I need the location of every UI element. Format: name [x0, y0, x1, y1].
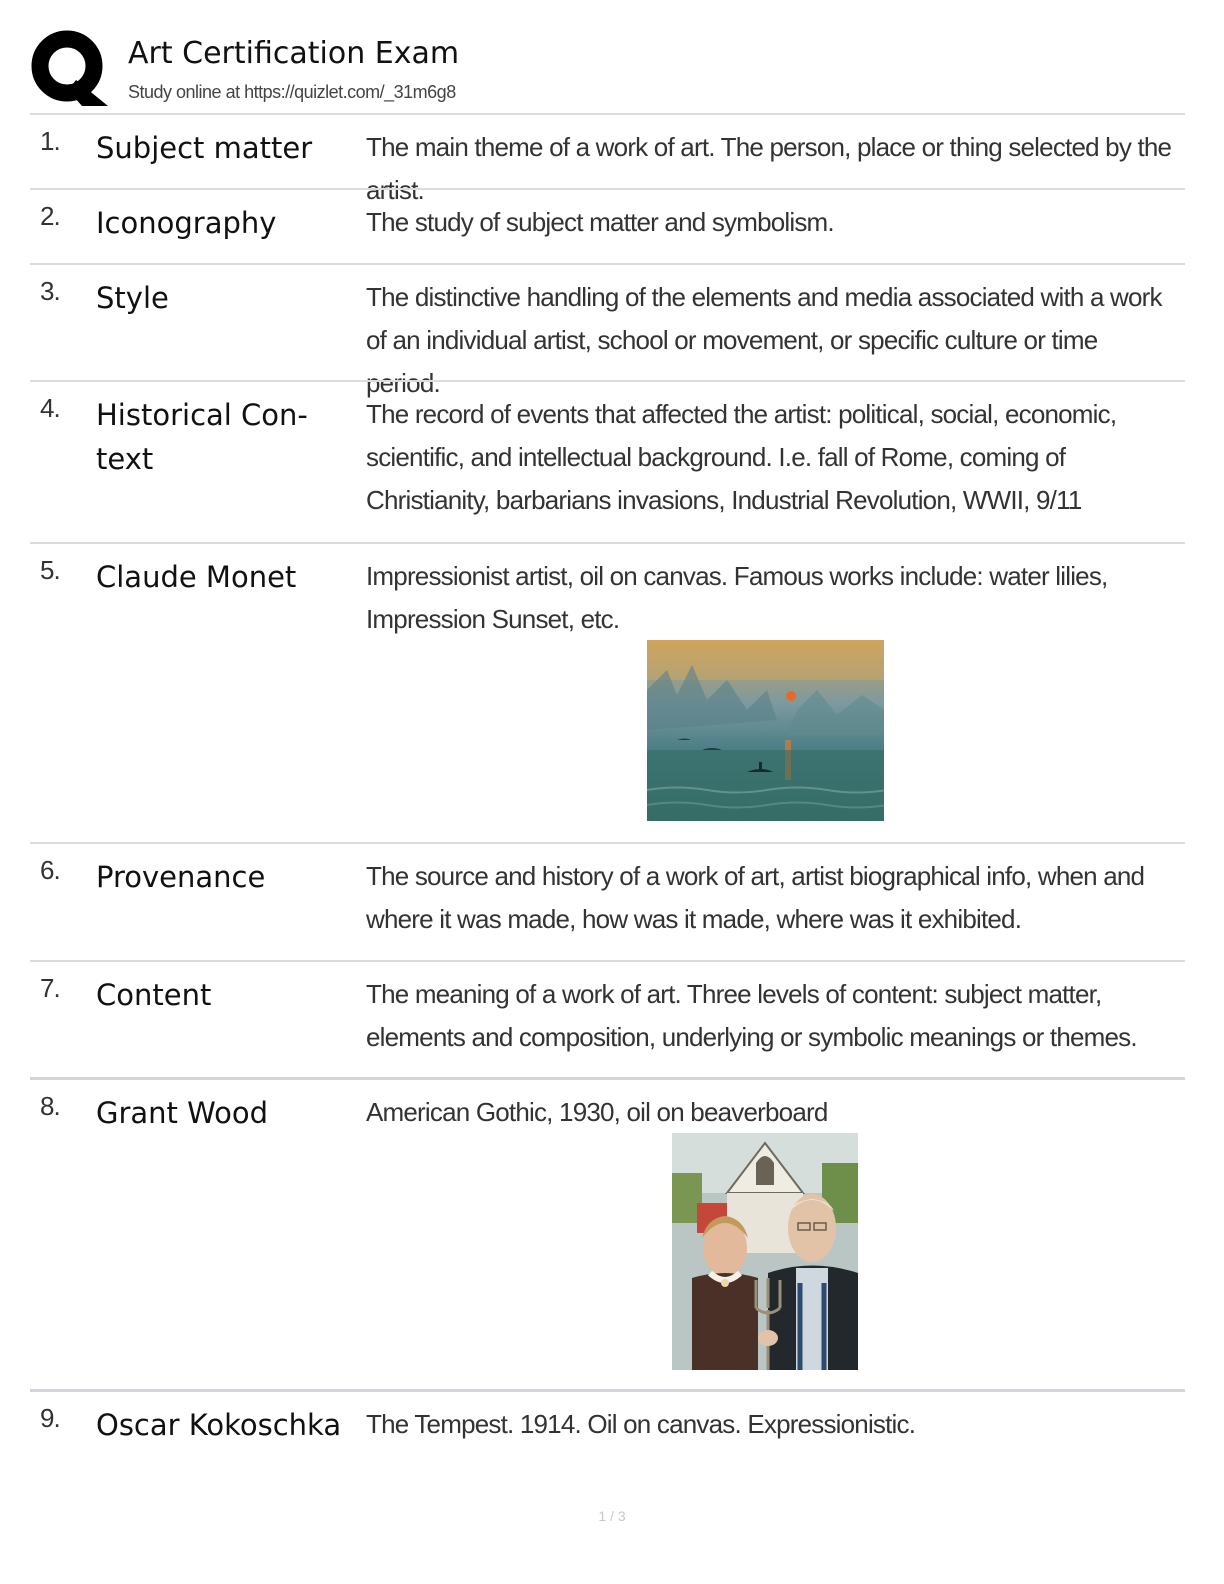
item-definition: The source and history of a work of art, artist biographical info, when and where it was made, how was it made, where was it exhibited. — [366, 861, 1145, 934]
item-term: Claude Monet — [96, 560, 297, 594]
page-title: Art Certification Exam — [128, 36, 460, 71]
quizlet-logo-icon — [30, 30, 108, 108]
item-term: Provenance — [96, 860, 266, 894]
item-number: 8. — [40, 1091, 60, 1121]
divider — [30, 188, 1185, 190]
item-term: Content — [96, 978, 212, 1012]
item-term: Style — [96, 281, 169, 315]
divider — [30, 380, 1185, 382]
item-definition: American Gothic, 1930, oil on beaverboard — [366, 1097, 828, 1127]
page-subtitle: Study online at https://quizlet.com/_31m6g8 — [128, 82, 456, 102]
item-definition: The Tempest. 1914. Oil on canvas. Expressionistic. — [366, 1409, 916, 1439]
divider — [30, 542, 1185, 544]
item-number: 3. — [40, 276, 60, 306]
item-definition: The study of subject matter and symbolism. — [366, 207, 834, 237]
item-definition: Impressionist artist, oil on canvas. Famous works include: water lilies, Impression Sunset, etc. — [366, 561, 1108, 634]
item-definition: The distinctive handling of the elements and media associated with a work of an individual artist, school or movement, or specific culture or time period. — [366, 282, 1162, 398]
item-number: 2. — [40, 201, 60, 231]
divider — [30, 842, 1185, 844]
item-term: Historical Con-text — [96, 398, 308, 476]
item-term: Grant Wood — [96, 1096, 269, 1130]
item-number: 9. — [40, 1403, 60, 1433]
item-number: 7. — [40, 973, 60, 1003]
impression-sunrise-painting — [647, 640, 884, 821]
item-term: Subject matter — [96, 131, 313, 165]
item-definition: The record of events that affected the artist: political, social, economic, scientific, and intellectual background. I.e. fall of Rome, coming of Christianity, barbarians invasions, Industrial Revolution, WWII, 9/11 — [366, 399, 1117, 515]
american-gothic-painting — [672, 1133, 858, 1370]
page-number: 1 / 3 — [598, 1508, 626, 1524]
item-definition: The main theme of a work of art. The person, place or thing selected by the artist. — [366, 132, 1172, 205]
item-number: 1. — [40, 126, 60, 156]
item-number: 5. — [40, 555, 60, 585]
divider — [30, 1389, 1185, 1392]
page-header — [30, 30, 1185, 114]
divider — [30, 960, 1185, 962]
item-number: 4. — [40, 393, 60, 423]
item-number: 6. — [40, 855, 60, 885]
item-definition: The meaning of a work of art. Three levels of content: subject matter, elements and composition, underlying or symbolic meanings or themes. — [366, 979, 1137, 1052]
item-term: Iconography — [96, 206, 277, 240]
divider — [30, 263, 1185, 265]
divider — [30, 113, 1185, 115]
item-term: Oscar Kokoschka — [96, 1408, 342, 1442]
divider — [30, 1077, 1185, 1080]
